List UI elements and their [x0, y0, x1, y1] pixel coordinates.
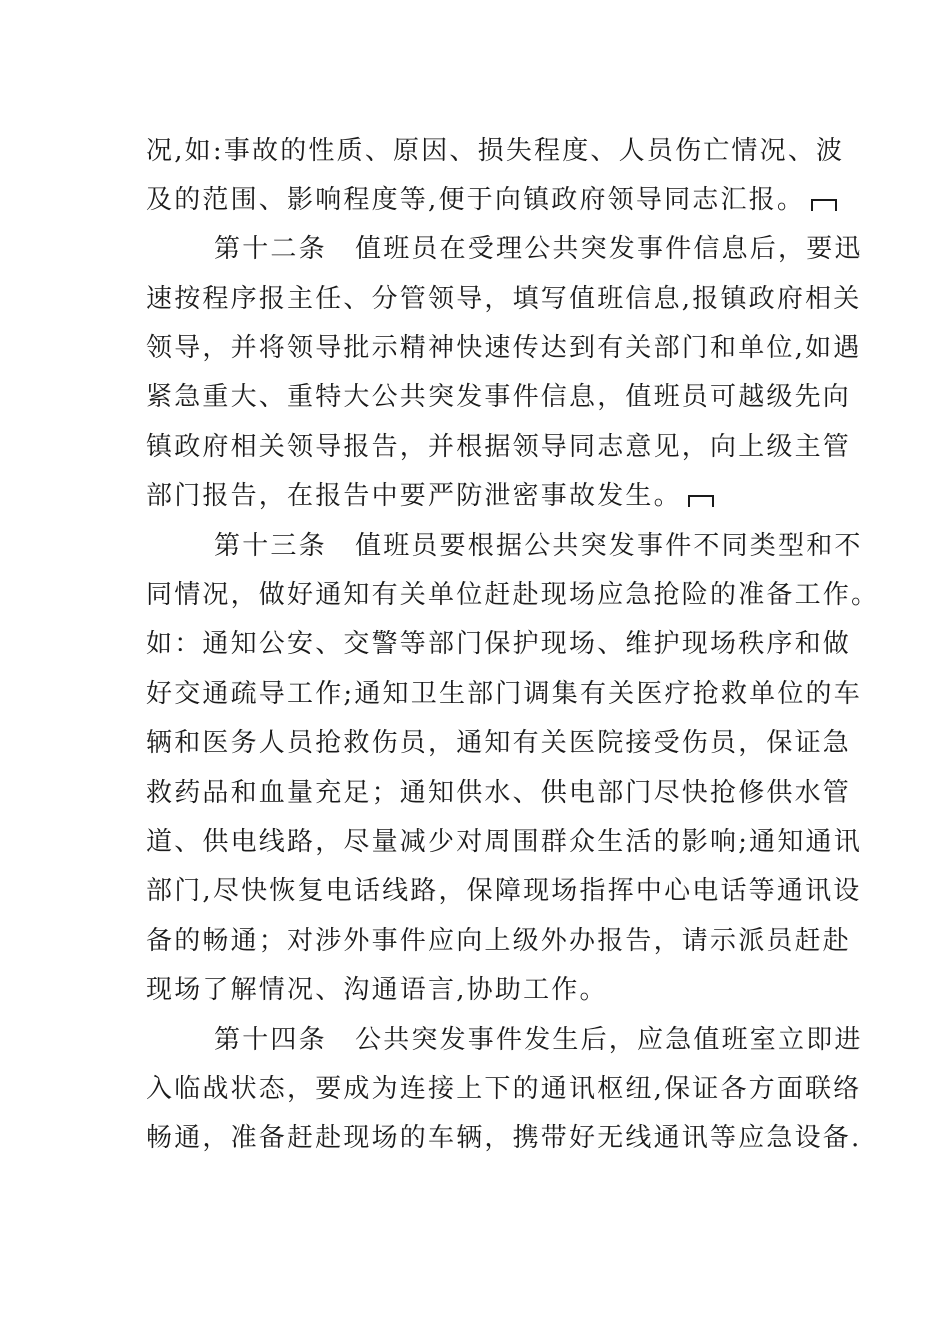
text-line-6: 紧急重大、重特大公共突发事件信息，值班员可越级先向 — [146, 382, 852, 412]
text-line-19: 第十四条 公共突发事件发生后，应急值班室立即进 — [214, 1025, 863, 1055]
paragraph-mark-icon — [688, 495, 714, 507]
text-line-12: 好交通疏导工作;通知卫生部门调集有关医疗抢救单位的车 — [146, 679, 862, 709]
text-line-15: 道、供电线路，尽量减少对周围群众生活的影响;通知通讯 — [146, 827, 862, 857]
text-line-18: 现场了解情况、沟通语言,协助工作。 — [146, 975, 608, 1005]
text-line-5: 领导，并将领导批示精神快速传达到有关部门和单位,如遇 — [146, 333, 862, 363]
text-line-13: 辆和医务人员抢救伤员，通知有关医院接受伤员，保证急 — [146, 728, 852, 758]
text-line-16: 部门,尽快恢复电话线路，保障现场指挥中心电话等通讯设 — [146, 876, 862, 906]
text-line-9: 第十三条 值班员要根据公共突发事件不同类型和不 — [214, 531, 863, 561]
text-line-11: 如：通知公安、交警等部门保护现场、维护现场秩序和做 — [146, 629, 852, 659]
text-line-2-content: 及的范围、影响程度等,便于向镇政府领导同志汇报。 — [146, 185, 806, 215]
text-line-10: 同情况，做好通知有关单位赶赴现场应急抢险的准备工作。 — [146, 580, 880, 610]
text-line-21: 畅通，准备赶赴现场的车辆，携带好无线通讯等应急设备. — [146, 1123, 862, 1153]
text-line-8 — [146, 476, 806, 516]
text-line-4: 速按程序报主任、分管领导，填写值班信息,报镇政府相关 — [146, 284, 862, 314]
text-line-1: 况,如:事故的性质、原因、损失程度、人员伤亡情况、波 — [146, 136, 845, 166]
text-line-8-content: 部门报告，在报告中要严防泄密事故发生。 — [146, 481, 682, 511]
paragraph-mark-icon — [811, 199, 837, 211]
text-line-2 — [146, 180, 806, 220]
text-line-17: 备的畅通；对涉外事件应向上级外办报告，请示派员赶赴 — [146, 926, 852, 956]
text-line-20: 入临战状态，要成为连接上下的通讯枢纽,保证各方面联络 — [146, 1074, 862, 1104]
text-line-7: 镇政府相关领导报告，并根据领导同志意见，向上级主管 — [146, 432, 852, 462]
text-line-3: 第十二条 值班员在受理公共突发事件信息后，要迅 — [214, 234, 863, 264]
text-line-14: 救药品和血量充足；通知供水、供电部门尽快抢修供水管 — [146, 778, 852, 808]
